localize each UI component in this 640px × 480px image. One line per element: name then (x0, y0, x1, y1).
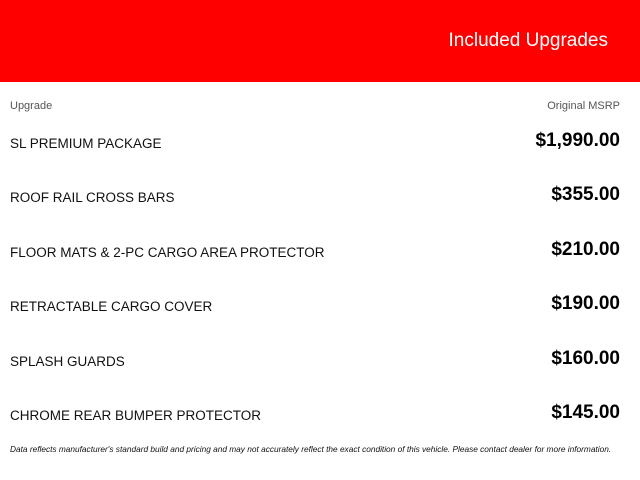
upgrade-name: SPLASH GUARDS (10, 354, 125, 369)
page-title: Included Upgrades (448, 30, 608, 51)
upgrade-price: $160.00 (551, 348, 620, 369)
header-banner (0, 0, 640, 82)
upgrade-row (10, 237, 620, 267)
upgrade-price: $210.00 (551, 239, 620, 260)
upgrade-row (10, 400, 620, 430)
upgrade-row (10, 182, 620, 212)
disclaimer-text: Data reflects manufacturer's standard build and pricing and may not accurately reflect the exact condition of this vehicle. Please contact dealer for more information. (10, 444, 612, 454)
upgrade-price: $145.00 (551, 402, 620, 423)
upgrade-row (10, 128, 620, 158)
upgrade-name: FLOOR MATS & 2-PC CARGO AREA PROTECTOR (10, 245, 325, 260)
upgrade-row (10, 291, 620, 321)
column-header-msrp: Original MSRP (547, 100, 620, 112)
upgrade-name: ROOF RAIL CROSS BARS (10, 190, 175, 205)
upgrade-name: CHROME REAR BUMPER PROTECTOR (10, 408, 262, 423)
upgrade-price: $1,990.00 (535, 130, 620, 151)
upgrade-price: $355.00 (551, 184, 620, 205)
upgrade-price: $190.00 (551, 293, 620, 314)
column-header-upgrade: Upgrade (10, 100, 53, 112)
upgrade-name: RETRACTABLE CARGO COVER (10, 299, 213, 314)
upgrade-name: SL PREMIUM PACKAGE (10, 136, 162, 151)
upgrade-row (10, 346, 620, 376)
